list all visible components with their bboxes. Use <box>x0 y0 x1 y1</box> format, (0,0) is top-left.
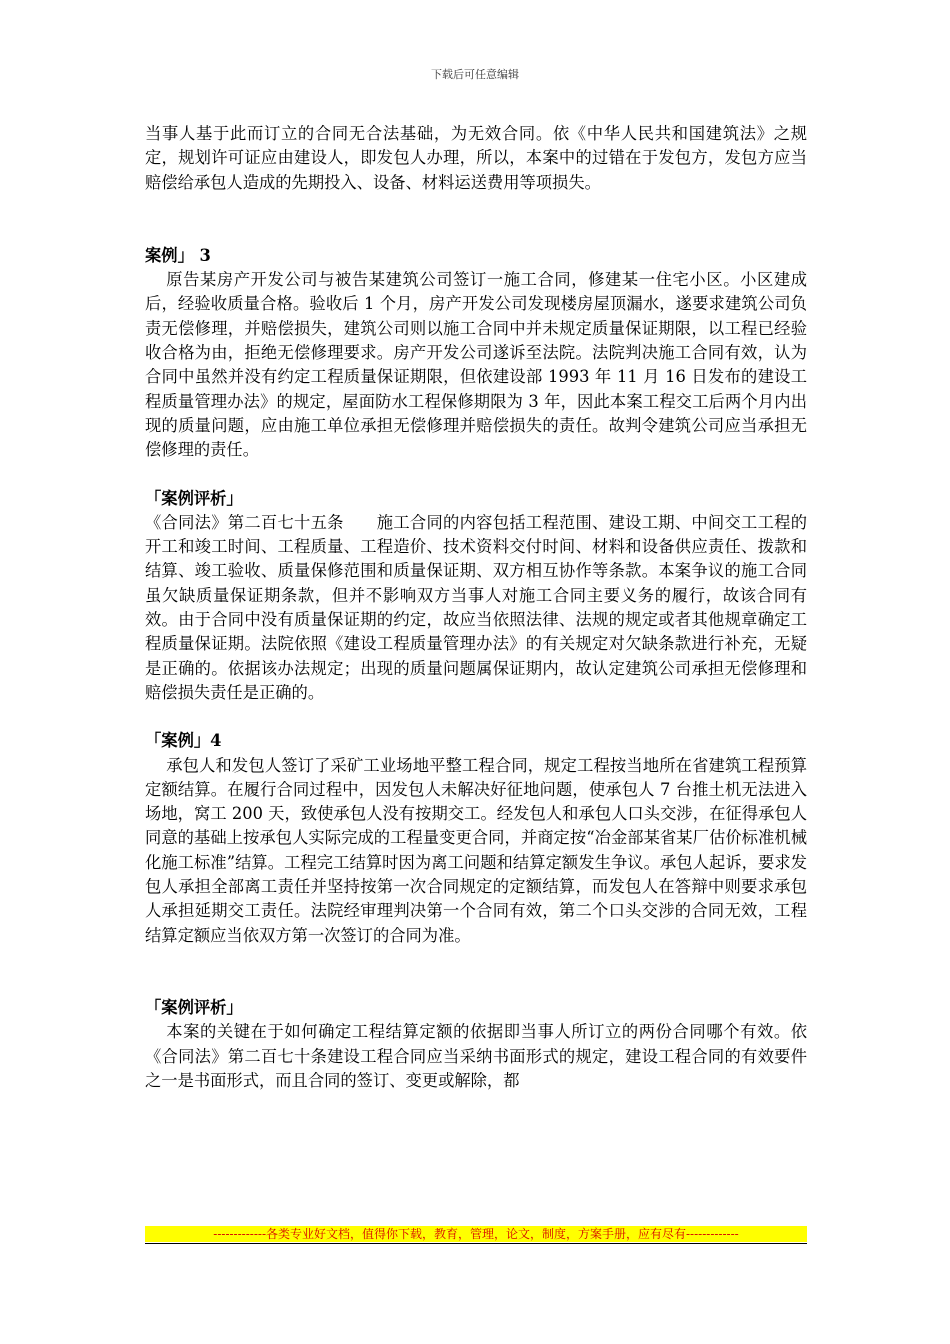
page-header: 下载后可任意编辑 <box>431 68 519 81</box>
case-analysis-paragraph-1: 《合同法》第二百七十五条 施工合同的内容包括工程范围、建设工期、中间交工工程的开工和竣工时间、工程质量、工程造价、技术资料交付时间、材料和设备供应责任、拨款和结算、竣工验收、质量保修范围和质量保证期、双方相互协作等条款。本案争议的施工合同虽欠缺质量保证期条款，但并不影响双方当事人对施工合同主要义务的履行，故该合同有效。由于合同中没有质量保证期的约定，故应当依照法律、法规的规定或者其他规章确定工程质量保证期。法院依照《建设工程质量管理办法》的有关规定对欠缺条款进行补充，无疑是正确的。依据该办法规定；出现的质量问题属保证期内，故认定建筑公司承担无偿修理和赔偿损失责任是正确的。 <box>145 512 807 702</box>
paragraph-intro: 当事人基于此而订立的合同无合法基础，为无效合同。依《中华人民共和国建筑法》之规定，规划许可证应由建设人，即发包人办理，所以，本案中的过错在于发包方，发包方应当赔偿给承包人造成的先期投入、设备、材料运送费用等项损失。 <box>145 124 807 192</box>
case-4-paragraph: 承包人和发包人签订了采矿工业场地平整工程合同，规定工程按当地所在省建筑工程预算定额结算。在履行合同过程中，因发包人未解决好征地问题，使承包人 7 台推土机无法进入场地，窝工 200 天，致使承包人没有按期交工。经发包人和承包人口头交涉，在征得承包人同意的基础上按承包人实际完成的工程量变更合同，并商定按“冶金部某省某厂估价标准机械化施工标准”结算。工程完工结算时因为离工问题和结算定额发生争议。承包人起诉，要求发包人承担全部离工责任并坚持按第一次合同规定的定额结算，而发包人在答辩中则要求承包人承担延期交工责任。法院经审理判决第一个合同有效，第二个口头交涉的合同无效，工程结算定额应当依双方第一次签订的合同为准。 <box>145 755 807 945</box>
case-3-paragraph: 原告某房产开发公司与被告某建筑公司签订一施工合同，修建某一住宅小区。小区建成后，经验收质量合格。验收后 1 个月，房产开发公司发现楼房屋顶漏水，遂要求建筑公司负责无偿修理，并赔偿损失，建筑公司则以施工合同中并未规定质量保证期限，以工程已经验收合格为由，拒绝无偿修理要求。房产开发公司遂诉至法院。法院判决施工合同有效，认为合同中虽然并没有约定工程质量保证期限，但依建设部 1993 年 11 月 16 日发布的建设工程质量管理办法》的规定，屋面防水工程保修期限为 3 年，因此本案工程交工后两个月内出现的质量问题，应由施工单位承担无偿修理并赔偿损失的责任。故判令建筑公司应当承担无偿修理的责任。 <box>145 270 807 460</box>
case-3-heading: 案例」 3 <box>145 245 211 265</box>
case-analysis-heading-1: 「案例评析」 <box>145 488 243 508</box>
spacer <box>145 195 807 244</box>
footer-banner: -------------各类专业好文档，值得你下载，教育，管理，论文，制度，方案手册，应有尽有------------- <box>145 1226 807 1242</box>
footer-divider <box>145 1243 807 1244</box>
case-4-heading: 「案例」4 <box>145 731 222 751</box>
spacer <box>145 705 807 729</box>
case-analysis-paragraph-2: 本案的关键在于如何确定工程结算定额的依据即当事人所订立的两份合同哪个有效。依《合同法》第二百七十条建设工程合同应当采纳书面形式的规定，建设工程合同的有效要件之一是书面形式，而且合同的签订、变更或解除，都 <box>145 1022 807 1090</box>
spacer <box>145 463 807 487</box>
case-analysis-heading-2: 「案例评析」 <box>145 997 243 1017</box>
spacer <box>145 948 807 996</box>
document-body <box>145 122 807 1093</box>
